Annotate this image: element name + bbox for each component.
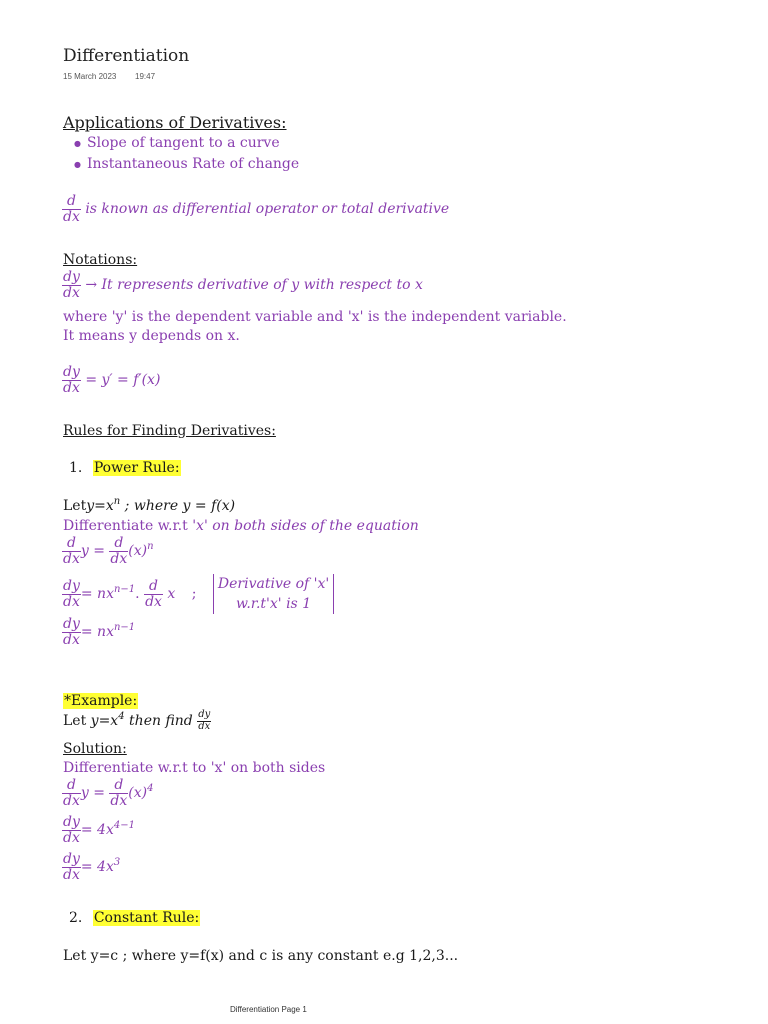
exponent: n: [147, 541, 154, 553]
applications-list: [65, 133, 299, 175]
exponent: n: [113, 496, 121, 507]
power-eq-2: [62, 574, 334, 614]
semicolon: ;: [191, 586, 197, 602]
eq-rhs: (x): [128, 543, 148, 560]
constant-rule-title: [69, 910, 200, 926]
power-eq-3: [62, 617, 135, 647]
bracket-line-2: w.r.t'x' is 1: [236, 596, 312, 612]
exponent: 4−1: [113, 820, 135, 832]
fraction: $\frac{d}{dx}$: [110, 777, 128, 809]
equation-rhs: = y′ = f′(x): [85, 372, 161, 389]
power-rule-title: [69, 460, 181, 476]
eq-mid: y =: [80, 785, 105, 802]
let-y: y=x: [86, 498, 114, 514]
rules-heading: Rules for Finding Derivatives:: [63, 423, 276, 439]
eq-rhs: = nx: [80, 624, 114, 641]
example-label: [63, 693, 138, 709]
dot: .: [135, 586, 140, 602]
operator-text: is known as differential operator or total derivative: [85, 201, 450, 218]
fraction: $\frac{dy}{dx}$: [63, 577, 80, 610]
solution-label: Solution:: [63, 741, 127, 757]
example-eq-1: [62, 778, 153, 808]
eq-rhs: = nx: [80, 586, 114, 602]
power-differentiate-line: [63, 518, 419, 534]
example-let-line: [63, 710, 211, 732]
highlighted-label: *Example:: [64, 693, 138, 709]
fraction: $\frac{dy}{dx}$: [63, 364, 80, 396]
fraction: $\frac{dy}{dx}$: [198, 709, 211, 732]
fraction: $\frac{d}{dx}$: [63, 193, 80, 225]
exponent: 3: [113, 857, 121, 869]
fraction: $\frac{d}{dx}$: [110, 535, 128, 567]
constant-rule-text: Let y=c ; where y=f(x) and c is any constant e.g 1,2,3...: [63, 948, 459, 964]
let-prefix: Let: [63, 713, 87, 729]
example-eq-3: [62, 852, 120, 882]
fraction: $\frac{dy}{dx}$: [63, 616, 80, 648]
example-differentiate-line: Differentiate w.r.t to 'x' on both sides: [63, 760, 326, 776]
page-footer: Differentiation Page 1: [230, 1005, 307, 1014]
list-item: ● Slope of tangent to a curve: [65, 133, 299, 154]
fraction: $\frac{dy}{dx}$: [63, 851, 80, 883]
list-item: ● Instantaneous Rate of change: [65, 154, 299, 175]
let-rest: ; where y = f(x): [120, 498, 236, 514]
diff-text-a: Differentiate w.r.t ': [63, 518, 197, 534]
rule-number: 2.: [69, 910, 83, 926]
operator-line: [62, 194, 449, 224]
let-prefix: Let: [63, 498, 87, 514]
highlighted-title: Constant Rule:: [93, 910, 200, 926]
notation-equation: [62, 365, 160, 395]
applications-heading: Applications of Derivatives:: [63, 113, 287, 132]
highlighted-title: Power Rule:: [93, 460, 180, 476]
exponent: n−1: [113, 584, 136, 595]
fraction: $\frac{dy}{dx}$: [63, 269, 80, 301]
diff-text-b: x' on both sides of the equation: [196, 518, 419, 534]
notation-line: [62, 270, 423, 300]
let-then: then find: [129, 713, 193, 729]
notation-text: → It represents derivative of y with respect to x: [85, 277, 423, 294]
rule-number: 1.: [69, 460, 83, 476]
fraction: $\frac{d}{dx}$: [63, 777, 80, 809]
eq-mid: y =: [80, 543, 105, 560]
eq-rhs: = 4x: [80, 822, 114, 839]
page-date: 15 March 2023: [63, 72, 117, 81]
notation-desc-1: where 'y' is the dependent variable and 'x' is the independent variable.: [63, 309, 567, 325]
bracket-note: [213, 574, 334, 614]
power-eq-1: [62, 536, 154, 566]
fraction: $\frac{dy}{dx}$: [63, 814, 80, 846]
exponent: n−1: [113, 622, 136, 634]
power-let-line: [63, 498, 235, 514]
exponent: 4: [118, 711, 125, 722]
page-time: 19:47: [135, 72, 156, 81]
fraction: $\frac{d}{dx}$: [63, 535, 80, 567]
notations-heading: Notations:: [63, 252, 138, 268]
exponent: 4: [147, 783, 154, 795]
eq-x: x: [167, 586, 176, 602]
page-title: Differentiation: [63, 46, 190, 66]
eq-rhs: = 4x: [80, 859, 114, 876]
fraction: $\frac{d}{dx}$: [145, 577, 162, 610]
let-y: y=x: [90, 713, 119, 729]
eq-rhs: (x): [128, 785, 148, 802]
bracket-line-1: Derivative of 'x': [217, 576, 330, 592]
notation-desc-2: It means y depends on x.: [63, 328, 240, 344]
example-eq-2: [62, 815, 135, 845]
